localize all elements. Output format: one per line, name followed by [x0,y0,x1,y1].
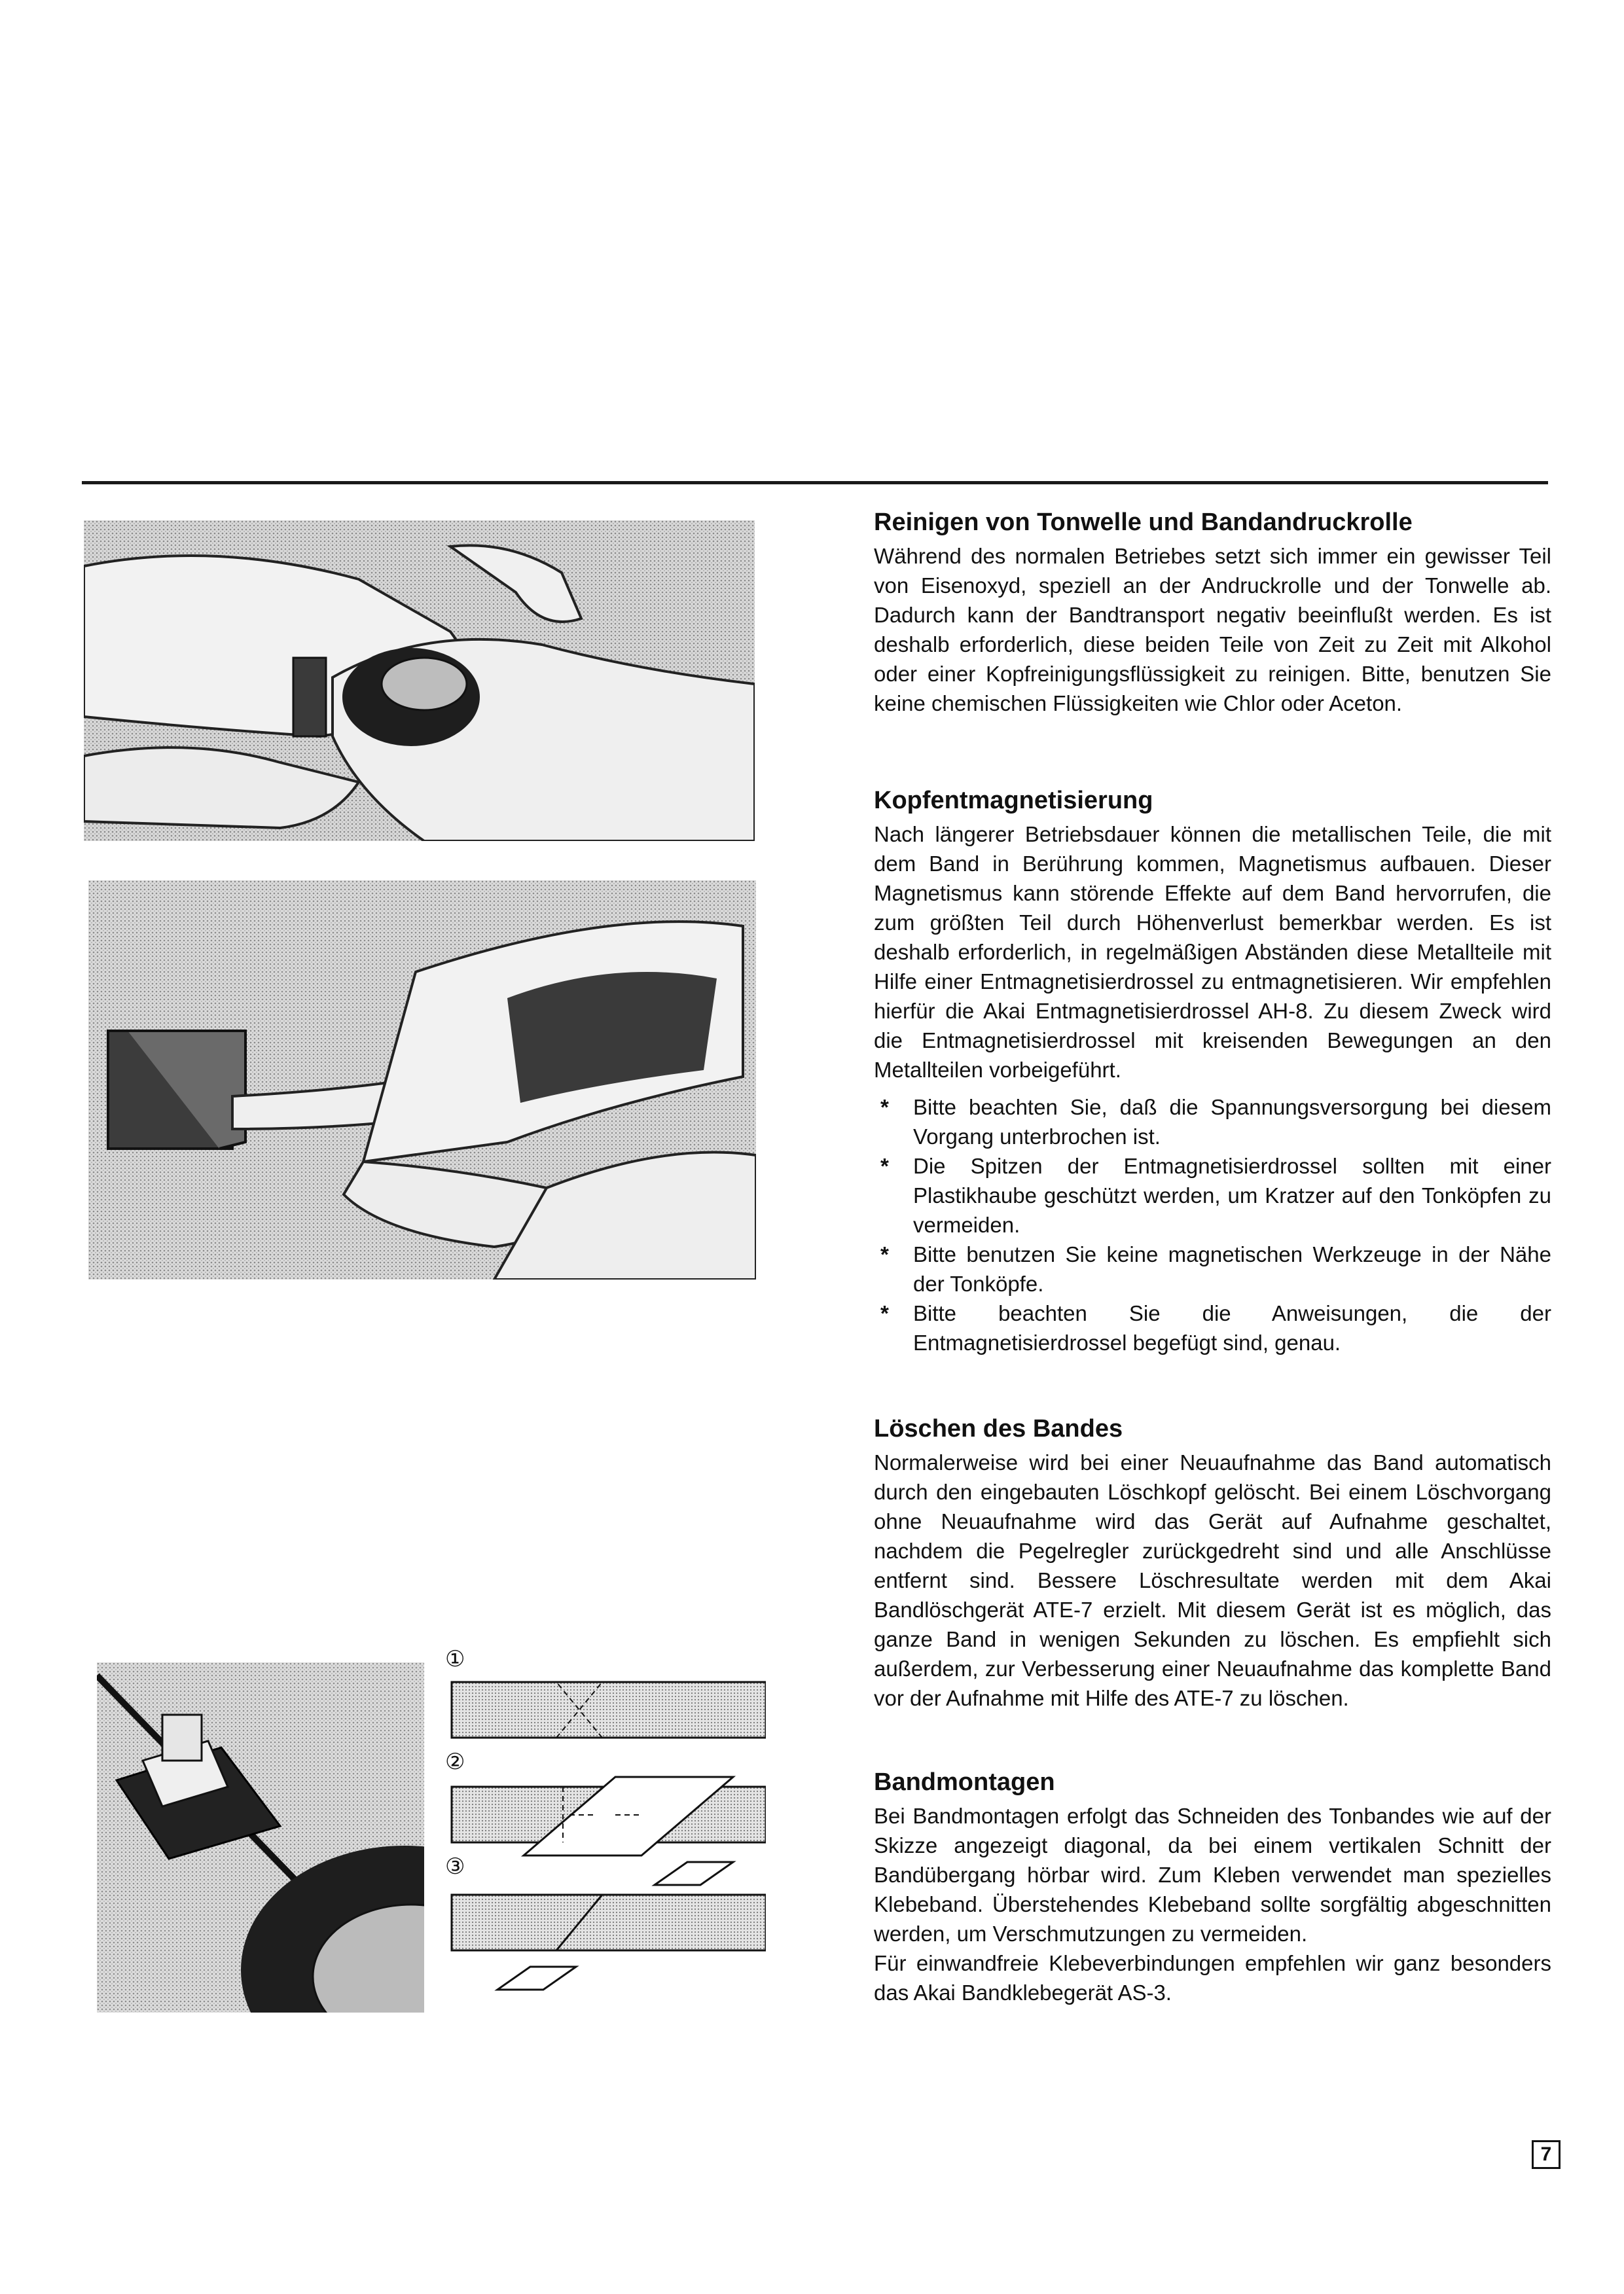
demagnetizer-photo [88,880,756,1280]
splice-step-2-label: ② [445,1749,465,1775]
page-number: 7 [1532,2140,1561,2169]
splice-diagram [445,1672,766,1999]
splice-step-1-drawing [452,1682,766,1738]
body-splicing: Bei Bandmontagen erfolgt das Schneiden des Tonbandes wie auf der Skizze angezeigt diagonal, da bei einem vertikalen Schnitt der Bandübergang hörbar wird. Zum Kleben verwendet man spezielles Klebeband. Überstehendes Klebeband sollte sorgfältig abgeschnitten werden, um Verschmutzungen zu vermeiden. [874,1804,1551,1946]
splice-step-2-drawing [452,1777,766,1885]
splicer-photo [97,1662,424,2013]
heading-erasing: Löschen des Bandes [874,1415,1123,1443]
heading-splicing: Bandmontagen [874,1768,1055,1796]
top-rule [82,481,1548,484]
note-item: * Bitte beachten Sie, daß die Spannungsversorgung bei diesem Vorgang unterbrochen ist. [880,1095,1551,1149]
heading-cleaning: Reinigen von Tonwelle und Bandandruckrolle [874,509,1413,536]
body-erasing: Normalerweise wird bei einer Neuaufnahme das Band automatisch durch den eingebauten Löschkopf gelöscht. Bei einem Löschvorgang ohne Neuaufnahme wird das Gerät auf Aufnahme geschaltet, nachdem die Pegelregler zurückgedreht sind und alle Anschlüsse entfernt sind. Bessere Löschresultate werden mit dem Akai Bandlöschgerät ATE-7 erzielt. Mit diesem Gerät ist es möglich, das ganze Band in wenigen Sekunden zu löschen. Es empfiehlt sich außerdem, zur Verbesserung einer Neuaufnahme das komplette Band vor der Aufnahme mit Hilfe des ATE-7 zu löschen. [874,1450,1551,1710]
splice-step-3-label: ③ [445,1854,465,1880]
note-item: * Die Spitzen der Entmagnetisierdrossel sollten mit einer Plastikhaube geschützt werden, um Kratzer auf den Tonköpfen zu vermeiden. [880,1154,1551,1237]
section-cleaning [874,507,1551,718]
note-item: * Bitte benutzen Sie keine magnetischen Werkzeuge in der Nähe der Tonköpfe. [880,1242,1551,1296]
body-splicing-recommendation: Für einwandfreie Klebeverbindungen empfehlen wir ganz besonders das Akai Bandklebegerät AS-3. [874,1951,1551,2005]
body-cleaning: Während des normalen Betriebes setzt sich immer ein gewisser Teil von Eisenoxyd, speziell an der Andruckrolle und der Tonwelle ab. Dadurch kann der Bandtransport negativ beeinflußt werden. Es ist deshalb erforderlich, diese beiden Teile von Zeit zu Zeit mit Alkohol oder einer Kopfreinigungsflüssigkeit zu reinigen. Bitte, benutzen Sie keine chemischen Flüssigkeiten wie Chlor oder Aceton. [874,544,1551,715]
section-splicing [874,1767,1551,2007]
section-erasing [874,1414,1551,1713]
splice-step-1-label: ① [445,1646,465,1672]
heading-demagnetizing: Kopfentmagnetisierung [874,787,1153,814]
splice-step-3-drawing [452,1895,766,1990]
section-demagnetizing [874,785,1551,1357]
cleaning-photo [84,520,755,841]
body-demagnetizing: Nach längerer Betriebsdauer können die metallischen Teile, die mit dem Band in Berührung kommen, Magnetismus aufbauen. Dieser Magnetismus kann störende Effekte auf dem Band hervorrufen, die zum größten Teil durch Höhenverlust bemerkbar werden. Es ist deshalb erforderlich, in regelmäßigen Abständen diese Metallteile mit Hilfe einer Entmagnetisierdrossel zu entmagnetisieren. Wir empfehlen hierfür die Akai Entmagnetisierdrossel AH-8. Zu diesem Zweck wird die Entmagnetisierdrossel mit kreisenden Bewegungen an den Metallteilen vorbeigeführt. [874,822,1551,1082]
demagnetizing-notes [874,1092,1551,1357]
note-item: * Bitte beachten Sie die Anweisungen, die der Entmagnetisierdrossel begefügt sind, genau. [880,1301,1551,1355]
